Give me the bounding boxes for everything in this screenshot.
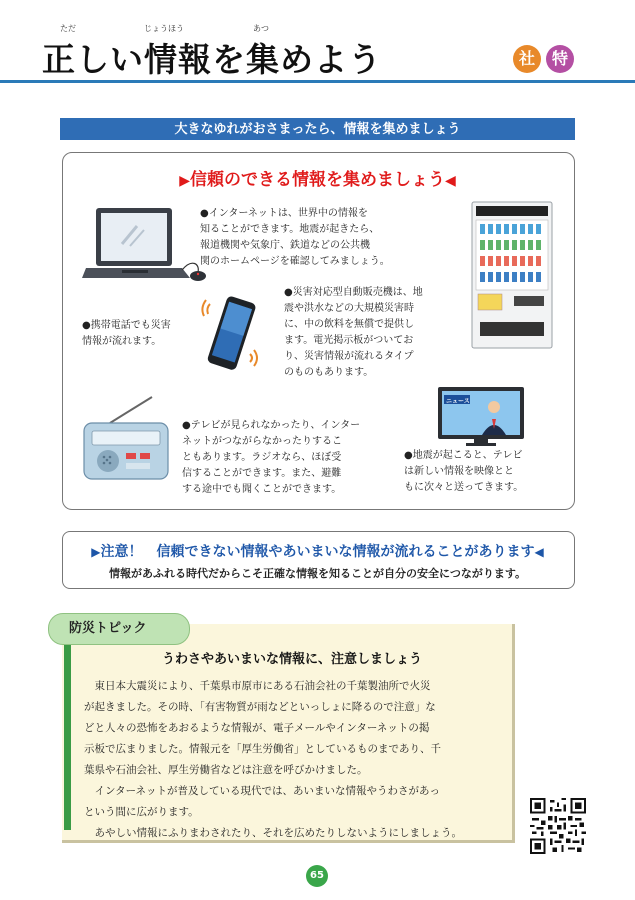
text-line: が起きました。その時、「有害物質が雨などといっしょに降るので注意」な (84, 701, 436, 713)
triangle-left-icon: ◀ (534, 545, 544, 559)
topic-heading: うわさやあいまいな情報に、注意しましょう (161, 652, 422, 667)
info-box-heading (62, 165, 573, 190)
section-bar: 大きなゆれがおさまったら、情報を集めましょう (60, 118, 575, 140)
triangle-right-icon: ▶ (179, 173, 190, 189)
caution-heading-text: 注意！ 信頼できない情報やあいまいな情報が流れることがあります (100, 544, 535, 560)
text-line: ともあります。ラジオなら、ほぼ受 (182, 452, 342, 463)
text-line: する途中でも聞くことができます。 (182, 484, 342, 495)
text-line: 示板で広まりました。情報元を「厚生労働省」としているものまであり、千 (84, 743, 441, 755)
text-line: 知ることができます。地震が起きたら、 (200, 224, 380, 235)
text-line: り、災害情報が流れるタイプ (284, 351, 414, 362)
tv-description (404, 448, 564, 496)
topic-tab: 防災トピック (48, 613, 190, 645)
internet-description (200, 206, 420, 270)
text-line: ●携帯電話でも災害 (82, 320, 171, 331)
text-line: 報道機関や気象庁、鉄道などの公共機 (200, 240, 370, 251)
subject-badge-special: 特 (546, 45, 574, 73)
topic-paragraph (84, 781, 504, 823)
text-line: どと人々の恐怖をあおるような情報が、電子メールやインターネットの掲 (84, 722, 430, 734)
tv-news-label: ニュース (446, 398, 470, 405)
topic-paragraph (84, 676, 504, 781)
text-line: ●地震が起こると、テレビ (404, 450, 523, 461)
text-line: 東日本大震災により、千葉県市原市にある石油会社の千葉製油所で火災 (84, 680, 431, 692)
text-line: 震や洪水などの大規模災害時 (284, 303, 414, 314)
text-line: ●テレビが見られなかったり、インター (182, 420, 361, 431)
caution-subtext: 情報があふれる時代だからこそ正確な情報を知ることが自分の安全につながります。 (109, 567, 526, 580)
page-number: 65 (306, 865, 328, 887)
text-line: 葉県や石油会社、厚生労働省などは注意を呼びかけました。 (84, 764, 368, 776)
text-line: ます。電光掲示板がついてお (284, 335, 414, 346)
text-line: あやしい情報にふりまわされたり、それを広めたりしないようにしましょう。 (84, 827, 462, 839)
text-line: は新しい情報を映像とと (404, 466, 514, 477)
topic-paragraph (84, 823, 504, 844)
mobile-phone-icon (196, 290, 266, 380)
text-line: ●インターネットは、世界中の情報を (200, 208, 368, 219)
topic-side-bar (64, 640, 71, 830)
info-box-heading-text: 信頼のできる情報を集めましょう (190, 170, 445, 190)
radio-description (182, 418, 382, 498)
vending-machine-icon (470, 200, 554, 350)
text-line: 信することができます。また、避難 (182, 468, 342, 479)
radio-icon (80, 395, 172, 485)
subject-badge-social: 社 (513, 45, 541, 73)
caution-heading (62, 541, 573, 561)
laptop-icon (82, 206, 208, 286)
text-line: 情報が流れます。 (82, 336, 162, 347)
text-line: という間に広がります。 (84, 806, 199, 818)
ruby-jouhou: じょうほう (144, 24, 184, 33)
text-line: に、中の飲料を無償で提供し (284, 319, 414, 330)
text-line: ネットがつながらなかったりするこ (182, 436, 342, 447)
mobile-description (82, 318, 192, 350)
text-line: ●災害対応型自動販売機は、地 (284, 287, 423, 298)
text-line: インターネットが普及している現代では、あいまいな情報やうわさがあっ (84, 785, 440, 797)
triangle-right-icon: ▶ (91, 545, 101, 559)
text-line: もに次々と送ってきます。 (404, 482, 524, 493)
vending-description (284, 285, 459, 381)
television-icon (436, 385, 526, 449)
qr-code-icon[interactable] (530, 798, 586, 854)
ruby-tada: ただ (60, 24, 76, 33)
topic-body (84, 676, 504, 844)
title-underline (0, 80, 635, 83)
ruby-atsu: あつ (253, 24, 269, 33)
text-line: のものもあります。 (284, 367, 374, 378)
text-line: 関のホームページを確認してみましょう。 (200, 256, 390, 267)
triangle-left-icon: ◀ (445, 173, 456, 189)
page-title: 正しい情報を集めよう (42, 40, 382, 79)
